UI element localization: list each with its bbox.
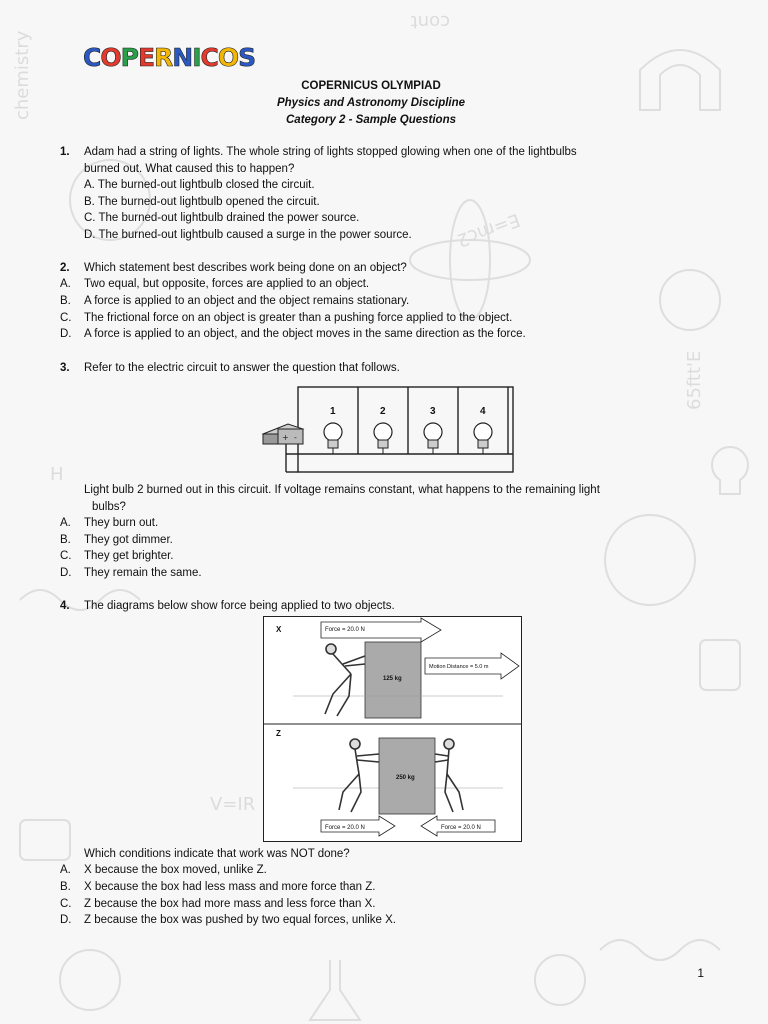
doodle-text: V=IR <box>210 794 256 815</box>
doodle-text: 65ftt'E <box>684 350 705 410</box>
mass-label: 125 kg <box>383 676 402 682</box>
doodle-text: chemistry <box>12 30 33 120</box>
logo-letter: R <box>154 42 173 72</box>
force-diagram <box>263 616 522 842</box>
question-stem: Which statement best describes work being done on an object? <box>84 262 407 274</box>
logo-letter: I <box>192 42 201 72</box>
answer-option: A. X because the box moved, unlike Z. <box>60 864 267 876</box>
answer-option: C. The burned-out lightbulb drained the power source. <box>84 212 360 224</box>
question-stem: The diagrams below show force being applied to two objects. <box>84 600 395 612</box>
question-stem: Adam had a string of lights. The whole string of lights stopped glowing when one of the lightbulbs burned out. What caused this to happen? <box>84 146 577 175</box>
logo-letter: N <box>172 42 193 72</box>
question-stem: Refer to the electric circuit to answer the question that follows. <box>84 362 400 374</box>
force-label: Force = 20.0 N <box>325 825 365 831</box>
bulb-2 <box>374 406 392 454</box>
question-text: Light bulb 2 burned out in this circuit. If voltage remains constant, what happens to the remaining light bulbs? <box>84 484 600 513</box>
answer-option: B. X because the box had less mass and more force than Z. <box>60 881 376 893</box>
question-number: 3. <box>60 362 70 374</box>
answer-option: C. The frictional force on an object is greater than a pushing force applied to the object. <box>60 312 513 324</box>
panel-label: X <box>276 625 282 634</box>
bulb-4 <box>474 406 492 454</box>
doodle-text: cont <box>410 11 450 32</box>
doodle-text: H <box>50 464 64 485</box>
answer-option: A. They burn out. <box>60 517 159 529</box>
question-text: Which conditions indicate that work was NOT done? <box>84 848 350 860</box>
question-number: 2. <box>60 262 70 274</box>
doodle-text: E=mc2 <box>453 208 523 251</box>
circuit-diagram <box>258 382 520 478</box>
answer-option: C. Z because the box had more mass and less force than X. <box>60 898 376 910</box>
battery <box>263 424 303 444</box>
answer-option: B. A force is applied to an object and the object remains stationary. <box>60 295 410 307</box>
force-label: Force = 20.0 N <box>441 825 481 831</box>
logo-letter: O <box>100 42 121 72</box>
bulb-label: 1 <box>330 406 336 417</box>
bulb-1 <box>324 406 342 454</box>
question-number: 4. <box>60 600 70 612</box>
force-label: Force = 20.0 N <box>325 627 365 633</box>
document-header <box>0 78 742 129</box>
answer-option: D. The burned-out lightbulb caused a surge in the power source. <box>84 229 412 241</box>
bulb-3 <box>424 406 442 454</box>
bulb-label: 3 <box>430 406 436 417</box>
battery-plus: + <box>282 433 289 442</box>
answer-option: D. Z because the box was pushed by two equal forces, unlike X. <box>60 914 396 926</box>
logo-letter: P <box>120 42 138 72</box>
document-title: COPERNICUS OLYMPIAD <box>301 80 441 92</box>
bulb-label: 4 <box>480 406 486 417</box>
motion-label: Motion Distance = 5.0 m <box>429 664 489 670</box>
bulb-label: 2 <box>380 406 386 417</box>
answer-option: D. A force is applied to an object, and the object moves in the same direction as the force. <box>60 328 526 340</box>
copernicus-logo <box>83 42 255 72</box>
mass-label: 250 kg <box>396 775 415 781</box>
logo-letter: O <box>217 42 239 72</box>
logo-letter: C <box>200 42 218 72</box>
page-number: 1 <box>697 966 704 980</box>
discipline-subtitle: Physics and Astronomy Discipline <box>276 97 466 109</box>
logo-letter: S <box>238 42 256 72</box>
answer-option: C. They get brighter. <box>60 550 174 562</box>
answer-option: A. The burned-out lightbulb closed the circuit. <box>84 179 315 191</box>
logo-letter: E <box>137 42 155 72</box>
answer-option: D. They remain the same. <box>60 567 202 579</box>
category-subtitle: Category 2 - Sample Questions <box>286 114 456 126</box>
answer-option: A. Two equal, but opposite, forces are applied to an object. <box>60 278 370 290</box>
battery-base <box>263 434 278 444</box>
answer-option: B. They got dimmer. <box>60 534 173 546</box>
answer-option: B. The burned-out lightbulb opened the circuit. <box>84 196 320 208</box>
battery-minus: - <box>294 433 297 442</box>
panel-label: Z <box>276 729 281 738</box>
logo-letter: C <box>83 42 101 72</box>
question-number: 1. <box>60 146 70 158</box>
